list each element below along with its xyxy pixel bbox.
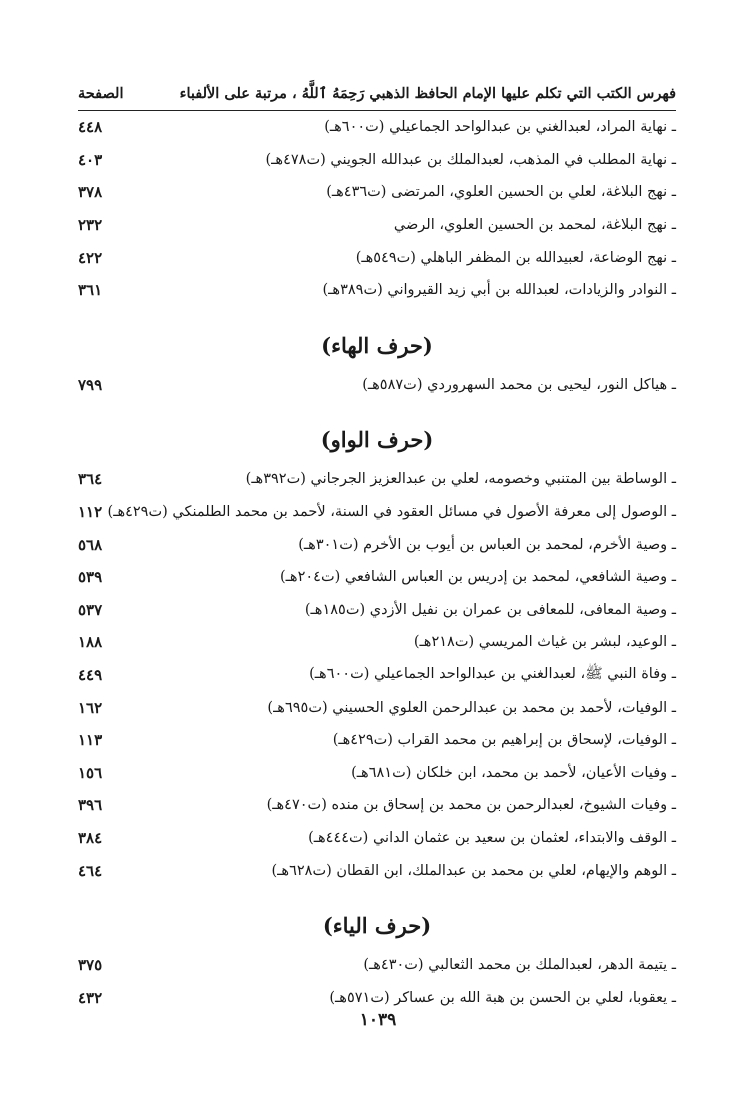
- index-entry: [78, 111, 676, 144]
- index-entry: [78, 209, 676, 242]
- entry-title: ـ يعقوبا، لعلي بن الحسن بن هبة الله بن عساكر (ت٥٧١هـ): [329, 989, 676, 1006]
- index-entry: [78, 528, 676, 561]
- entry-title: ـ وفاة النبي ﷺ، لعبدالغني بن عبدالواحد الجماعيلي (ت٦٠٠هـ): [309, 665, 676, 682]
- entry-page-number: ٣٨٤: [78, 828, 103, 847]
- page-header: [78, 78, 676, 102]
- entry-page-number: ٧٩٩: [78, 375, 103, 394]
- index-entry: [78, 854, 676, 887]
- index-sections: [78, 111, 676, 1014]
- entry-page-number: ١٦٢: [78, 698, 103, 717]
- index-entry: [78, 789, 676, 822]
- entry-title: ـ وصية المعافى، للمعافى بن عمران بن نفيل الأزدي (ت١٨٥هـ): [304, 601, 676, 618]
- index-entry: [78, 626, 676, 659]
- index-entry: [78, 757, 676, 790]
- entry-title: ـ الوصول إلى معرفة الأصول في مسائل العقود في السنة، لأحمد بن محمد الطلمنكي (ت٤٢٩هـ): [107, 504, 676, 521]
- entry-page-number: ٥٣٩: [78, 568, 103, 587]
- entry-page-number: ٣٧٨: [78, 183, 103, 202]
- entry-page-number: ٥٣٧: [78, 600, 103, 619]
- entry-page-number: ٤٦٤: [78, 861, 103, 880]
- index-entry: [78, 691, 676, 724]
- entry-page-number: ١٥٦: [78, 763, 103, 782]
- entry-page-number: ٤٣٢: [78, 988, 103, 1007]
- index-entry: [78, 463, 676, 496]
- entry-title: ـ نهج البلاغة، لمحمد بن الحسين العلوي، الرضي: [393, 217, 676, 234]
- page-column-label: الصفحة: [78, 85, 124, 102]
- index-entry: [78, 594, 676, 627]
- entry-title: ـ نهج البلاغة، لعلي بن الحسين العلوي، المرتضى (ت٤٣٦هـ): [326, 184, 676, 201]
- entry-title: ـ نهاية المطلب في المذهب، لعبدالملك بن عبدالله الجويني (ت٤٧٨هـ): [265, 151, 676, 168]
- entry-title: ـ نهاية المراد، لعبدالغني بن عبدالواحد الجماعيلي (ت٦٠٠هـ): [324, 119, 676, 136]
- index-entry: [78, 561, 676, 594]
- index-entry: [78, 724, 676, 757]
- index-entry: [78, 369, 676, 402]
- section-heading: (حرف الهاء): [321, 332, 433, 358]
- entry-page-number: ٣٧٥: [78, 956, 103, 975]
- section-heading: (حرف الياء): [322, 912, 432, 938]
- entry-title: ـ الوعيد، لبشر بن غياث المريسي (ت٢١٨هـ): [413, 634, 676, 651]
- entry-page-number: ١١٣: [78, 731, 103, 750]
- entry-title: ـ وفيات الشيوخ، لعبدالرحمن بن محمد بن إسحاق بن منده (ت٤٧٠هـ): [266, 797, 676, 814]
- entry-page-number: ٣٦١: [78, 281, 103, 300]
- entry-page-number: ٣٩٦: [78, 796, 103, 815]
- entry-page-number: ٤٤٩: [78, 666, 103, 685]
- entry-title: ـ وصية الأخرم، لمحمد بن العباس بن أيوب بن الأخرم (ت٣٠١هـ): [298, 536, 676, 553]
- index-page: [78, 78, 676, 1058]
- entry-page-number: ٤٠٣: [78, 150, 103, 169]
- entry-title: ـ يتيمة الدهر، لعبدالملك بن محمد الثعالبي (ت٤٣٠هـ): [363, 957, 676, 974]
- index-entry: [78, 822, 676, 855]
- entry-title: ـ الوفيات، لأحمد بن محمد بن عبدالرحمن العلوي الحسيني (ت٦٩٥هـ): [267, 699, 676, 716]
- index-entry: [78, 241, 676, 274]
- entry-page-number: ١٨٨: [78, 633, 103, 652]
- index-entry: [78, 144, 676, 177]
- entry-page-number: ٤٢٢: [78, 248, 103, 267]
- entry-title: ـ الوهم والإيهام، لعلي بن محمد بن عبدالملك، ابن القطان (ت٦٢٨هـ): [271, 862, 676, 879]
- index-entry: [78, 274, 676, 307]
- header-title: فهرس الكتب التي تكلم عليها الإمام الحافظ الذهبي رَحِمَهُ ٱللَّهُ ، مرتبة على الألفباء: [179, 85, 676, 102]
- index-entry: [78, 949, 676, 982]
- entry-page-number: ٣٦٤: [78, 470, 103, 489]
- entry-page-number: ١١٢: [78, 503, 103, 522]
- entry-title: ـ الوفيات، لإسحاق بن إبراهيم بن محمد القراب (ت٤٢٩هـ): [332, 732, 676, 749]
- entry-page-number: ٥٦٨: [78, 535, 103, 554]
- entry-page-number: ٤٤٨: [78, 118, 103, 137]
- entry-title: ـ وصية الشافعي، لمحمد بن إدريس بن العباس الشافعي (ت٢٠٤هـ): [280, 569, 676, 586]
- index-entry: [78, 496, 676, 529]
- entry-page-number: ٢٣٢: [78, 216, 103, 235]
- section-heading: (حرف الواو): [320, 427, 434, 453]
- index-entry: [78, 659, 676, 692]
- entry-title: ـ الوساطة بين المتنبي وخصومه، لعلي بن عبدالعزيز الجرجاني (ت٣٩٢هـ): [245, 471, 676, 488]
- index-entry: [78, 176, 676, 209]
- entry-title: ـ وفيات الأعيان، لأحمد بن محمد، ابن خلكان (ت٦٨١هـ): [351, 764, 676, 781]
- entry-title: ـ النوادر والزيادات، لعبدالله بن أبي زيد القيرواني (ت٣٨٩هـ): [322, 282, 676, 299]
- entry-title: ـ نهج الوضاعة، لعبيدالله بن المظفر الباهلي (ت٥٤٩هـ): [355, 249, 676, 266]
- entry-title: ـ هياكل النور، ليحيى بن محمد السهروردي (ت٥٨٧هـ): [362, 376, 676, 393]
- page-number: ١٠٣٩: [359, 1010, 397, 1030]
- entry-title: ـ الوقف والابتداء، لعثمان بن سعيد بن عثمان الداني (ت٤٤٤هـ): [308, 829, 676, 846]
